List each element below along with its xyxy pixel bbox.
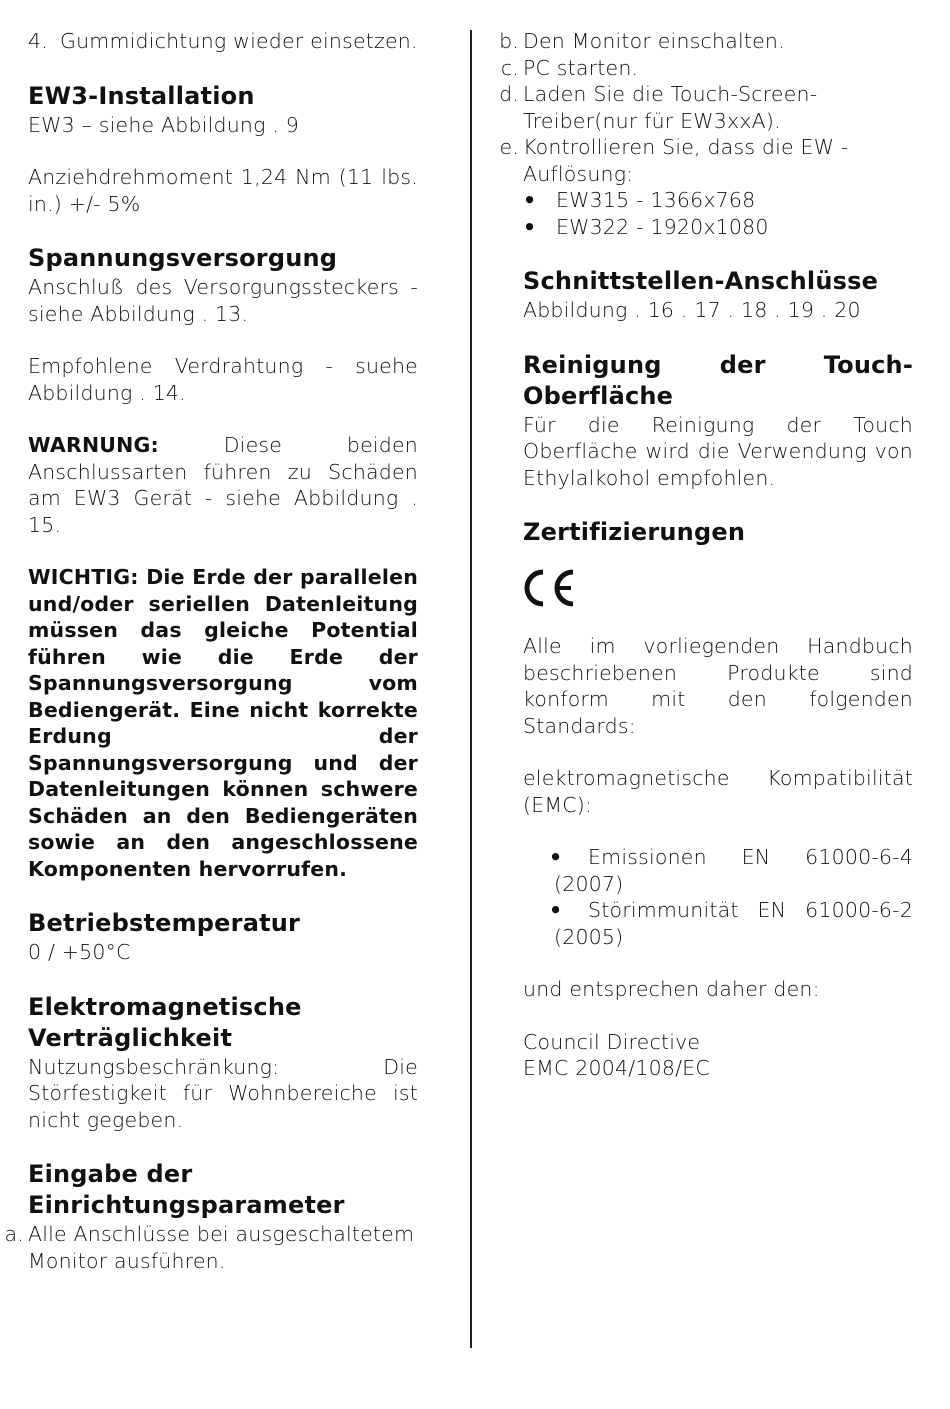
emc-heading-line2: Verträglichkeit [28,1023,233,1052]
step-text: Laden Sie die Touch-Screen-Treiber(nur für EW3xxA). [523,82,818,133]
setup-step-a-text: Alle Anschlüsse bei ausgeschaltetem Monitor ausführen. [28,1222,415,1273]
step-4 [28,28,418,55]
resolution-text: EW315 - 1366x768 [556,188,756,212]
step-text: Den Monitor einschalten. [523,29,785,53]
bullet-icon: • [549,845,563,869]
emc-heading-line1: Elektromagnetische [28,992,302,1021]
operating-temperature-value: 0 / +50°C [28,940,131,964]
emc-restriction-text: Nutzungsbeschränkung: Die Störfestigkeit für Wohnbereiche ist nicht gegeben. [28,1054,418,1132]
cleaning-heading [523,350,913,412]
step-4-number: 4. [28,29,48,53]
directive-line2: EMC 2004/108/EC [523,1056,710,1080]
conformity-closing: und entsprechen daher den: [523,977,820,1001]
standard-item [523,897,913,950]
setup-heading-line1: Eingabe der [28,1160,193,1188]
right-column [499,28,913,1082]
step-marker: b. [499,29,519,53]
setup-step-e [499,134,913,187]
emc-heading [28,992,418,1054]
step-text: PC starten. [523,55,639,80]
warning-text: Diese beiden Anschlussarten führen zu Schäden am EW3 Gerät - siehe Abbildung . 15. [28,433,418,537]
warning-label: WARNUNG: [28,433,159,457]
power-supply-heading: Spannungsversorgung [28,244,338,272]
ew3-figure-ref: EW3 – siehe Abbildung . 9 [28,112,299,137]
step-marker: c. [500,55,519,80]
left-column [4,28,418,1274]
resolution-text: EW322 - 1920x1080 [556,214,769,239]
bullet-icon: • [549,898,563,922]
directive-line1: Council Directive [523,1029,701,1054]
setup-step-a-marker: a. [4,1222,24,1246]
conformity-text: Alle im vorliegenden Handbuch beschriebenen Produkte sind konform mit den folgenden Standards: [523,634,913,738]
cleaning-heading-line2: Oberfläche [523,381,674,410]
ew3-installation-heading: EW3-Installation [28,81,255,110]
ce-mark-icon [523,568,579,608]
interfaces-heading: Schnittstellen-Anschlüsse [523,267,879,295]
operating-temperature-heading: Betriebstemperatur [28,909,301,937]
wiring-recommendation: Empfohlene Verdrahtung - suehe Abbildung . 14. [28,354,418,405]
setup-steps-list [499,28,913,187]
step-marker: d. [499,82,519,106]
step-marker: e. [499,135,519,159]
setup-step-a [4,1221,418,1274]
setup-list [4,1221,418,1274]
setup-heading-line2: Einrichtungsparameter [28,1191,345,1219]
standard-text: Emissionen EN 61000-6-4 (2007) [554,845,913,896]
bullet-icon: • [523,214,537,239]
setup-step-c [500,55,913,82]
cleaning-text: Für die Reinigung der Touch Oberfläche wird die Verwendung von Ethylalkohol empfohlen. [523,412,913,490]
step-text: Kontrollieren Sie, dass die EW -Auflösung: [523,135,849,186]
resolution-item [523,187,913,214]
bullet-icon: • [523,188,537,212]
cleaning-heading-line1: Reinigung der Touch- [523,350,913,379]
resolution-item [523,214,913,241]
standard-item [523,844,913,897]
setup-parameters-heading [28,1159,418,1221]
torque-spec: Anziehdrehmoment 1,24 Nm (11 lbs. in.) +/- 5% [28,165,418,216]
important-note: WICHTIG: Die Erde der parallelen und/oder seriellen Datenleitung müssen das gleiche Potential führen wie die Erde der Spannungsversorgung vom Bediengerät. Eine nicht korrekte Erdung der Spannungsversorgung und der Datenleitungen können schwere Schäden an den Bediengeräten sowie an den angeschlossene Komponenten hervorrufen. [28,565,418,881]
warning-paragraph [28,432,418,538]
interfaces-figure-ref: Abbildung . 16 . 17 . 18 . 19 . 20 [523,298,861,322]
step-4-text: Gummidichtung wieder einsetzen. [60,29,418,53]
emc-compatibility-text: elektromagnetische Kompatibilität (EMC): [523,766,913,817]
column-divider [470,30,472,1348]
setup-step-b [499,28,913,55]
certifications-heading: Zertifizierungen [523,518,746,546]
setup-step-d [499,81,913,134]
power-connector-text: Anschluß des Versorgungssteckers - siehe Abbildung . 13. [28,275,418,326]
standard-text: Störimmunität EN 61000-6-2 (2005) [554,898,913,949]
